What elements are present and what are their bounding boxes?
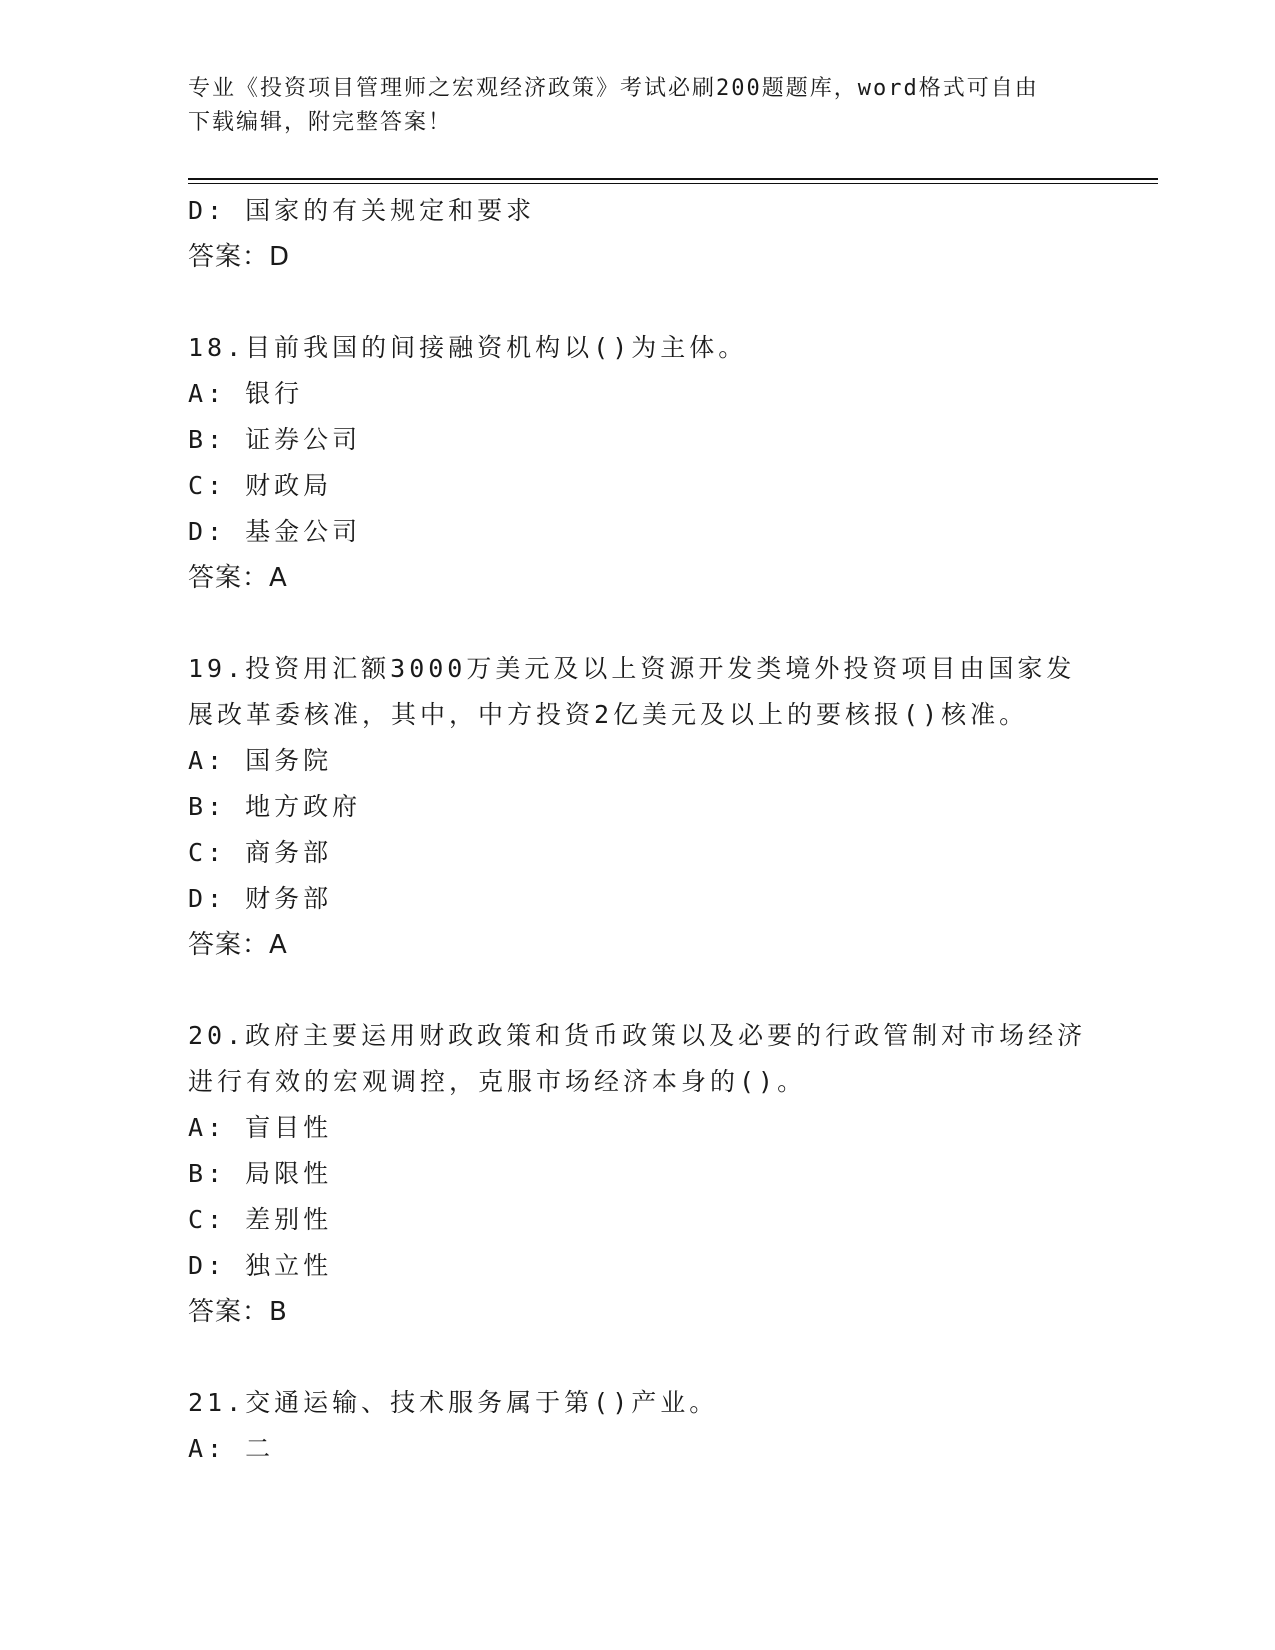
q18-option-d: D: 基金公司 bbox=[188, 517, 362, 546]
question-content bbox=[188, 188, 1088, 1472]
header-divider-thin bbox=[188, 183, 1158, 184]
q17-option-d: D: 国家的有关规定和要求 bbox=[188, 196, 536, 225]
spacer bbox=[188, 280, 1088, 325]
document-header bbox=[188, 72, 1088, 140]
header-line-2: 下载编辑，附完整答案！ bbox=[188, 110, 453, 135]
q20-stem-line-1: 20.政府主要运用财政政策和货币政策以及必要的行政管制对市场经济 bbox=[188, 1021, 1087, 1050]
header-divider-thick bbox=[188, 178, 1158, 180]
q19-stem-line-1: 19.投资用汇额3000万美元及以上资源开发类境外投资项目由国家发 bbox=[188, 654, 1076, 683]
spacer bbox=[188, 601, 1088, 646]
q18-option-c: C: 财政局 bbox=[188, 471, 333, 500]
q18-stem: 18.目前我国的间接融资机构以()为主体。 bbox=[188, 333, 748, 362]
q19-option-a: A: 国务院 bbox=[188, 746, 333, 775]
q20-stem-line-2: 进行有效的宏观调控，克服市场经济本身的()。 bbox=[188, 1067, 807, 1096]
q19-stem-line-2: 展改革委核准，其中，中方投资2亿美元及以上的要核报()核准。 bbox=[188, 700, 1029, 729]
q18-answer: 答案：A bbox=[188, 563, 288, 593]
q21-option-a: A: 二 bbox=[188, 1434, 275, 1463]
q18-option-a: A: 银行 bbox=[188, 379, 304, 408]
q20-option-c: C: 差别性 bbox=[188, 1205, 333, 1234]
q17-answer: 答案：D bbox=[188, 242, 291, 272]
q19-option-c: C: 商务部 bbox=[188, 838, 333, 867]
spacer bbox=[188, 968, 1088, 1013]
q21-stem: 21.交通运输、技术服务属于第()产业。 bbox=[188, 1388, 719, 1417]
q20-option-d: D: 独立性 bbox=[188, 1251, 333, 1280]
q19-option-d: D: 财务部 bbox=[188, 884, 333, 913]
header-line-1: 专业《投资项目管理师之宏观经济政策》考试必刷200题题库，word格式可自由 bbox=[188, 76, 1039, 101]
spacer bbox=[188, 1335, 1088, 1380]
q20-option-a: A: 盲目性 bbox=[188, 1113, 333, 1142]
q19-option-b: B: 地方政府 bbox=[188, 792, 362, 821]
q20-answer: 答案：B bbox=[188, 1297, 288, 1327]
q20-option-b: B: 局限性 bbox=[188, 1159, 333, 1188]
q19-answer: 答案：A bbox=[188, 930, 288, 960]
q18-option-b: B: 证券公司 bbox=[188, 425, 362, 454]
